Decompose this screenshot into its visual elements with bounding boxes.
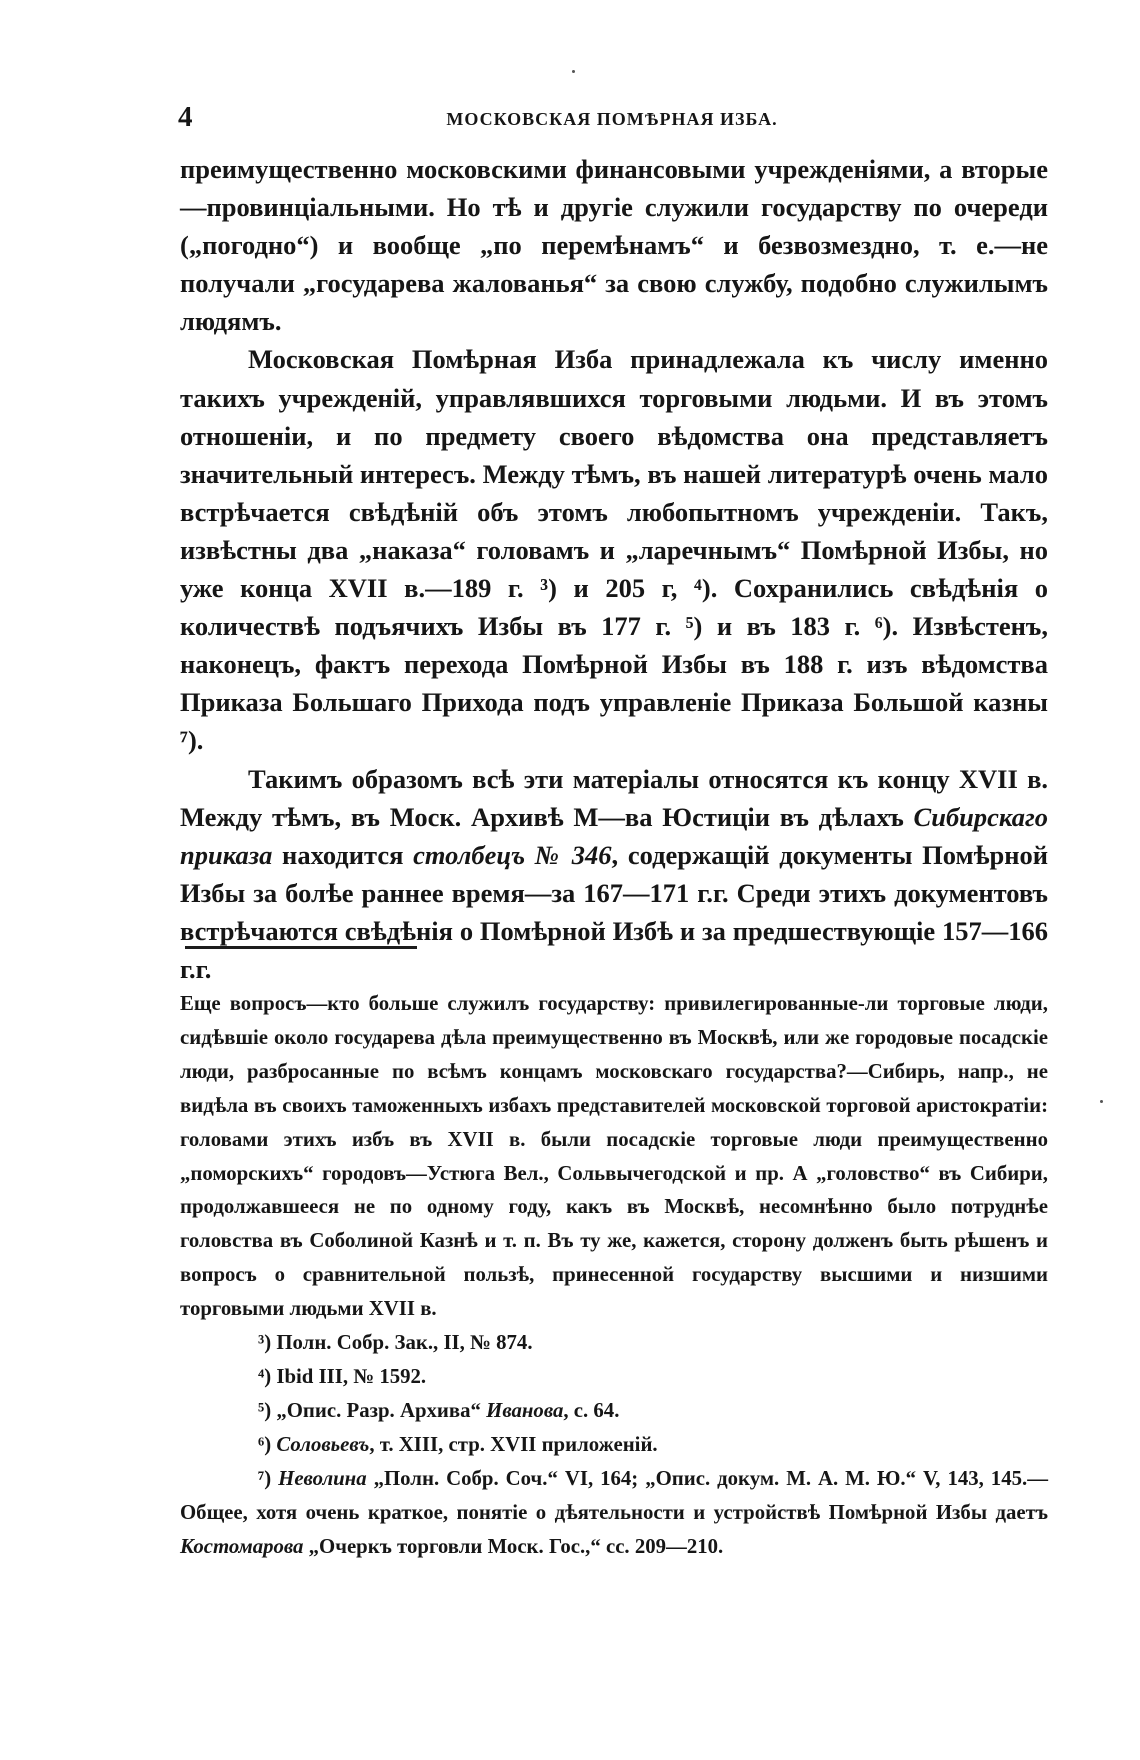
paragraph-3-italic-1: Сибирскаго приказа <box>180 801 1048 870</box>
footnote-7-italic-1: Неволина <box>278 1466 367 1490</box>
main-text <box>180 150 1048 988</box>
footnote-7-text-b: „Очеркъ торговли Моск. Гос.,“ сс. 209—210. <box>303 1534 724 1558</box>
footnote-6-text: , т. XIII, стр. XVII приложеній. <box>369 1432 658 1456</box>
footnote-5-italic: Иванова <box>486 1398 564 1422</box>
footnote-4: ⁴) Ibid III, № 1592. <box>258 1364 427 1388</box>
print-speck <box>572 70 575 73</box>
print-speck <box>1100 1100 1103 1103</box>
footnote-7-italic-2: Костомарова <box>180 1534 304 1558</box>
footnote-5-text-b: , с. 64. <box>563 1398 620 1422</box>
footnote-7-mark: ⁷) <box>258 1466 279 1490</box>
footnote-6-italic: Соловьевъ <box>276 1432 370 1456</box>
paragraph-1: преимущественно московскими финансовыми учрежденіями, а вторые—провинціальными. Но тѣ и другіе служили государству по очереди („погодно“) и вообще „по перемѣнамъ“ и безвозмездно, т. е.—не получали „государева жалованья“ за свою службу, подобно служилымъ людямъ. <box>180 154 1048 337</box>
paragraph-3-text-c: , содержащій документы Помѣрной Избы за болѣе раннее время—за 167—171 г.г. Среди этихъ документовъ встрѣчаются свѣдѣнія о Помѣрной Избѣ и за предшествующіе 157—166 г.г. <box>180 839 1049 984</box>
footnote-3: ³) Полн. Собр. Зак., II, № 874. <box>258 1331 533 1355</box>
footnote-5 <box>180 1394 1048 1428</box>
paragraph-3-italic-2: столбецъ № 346 <box>413 839 612 870</box>
paragraph-3 <box>180 760 1048 989</box>
running-head: МОСКОВСКАЯ ПОМѢРНАЯ ИЗБА. <box>446 109 778 129</box>
page-number: 4 <box>178 101 193 133</box>
paragraph-2: Московская Помѣрная Изба принадлежала къ числу именно такихъ учрежденій, управлявшихся торговыми людьми. И въ этомъ отношеніи, и по предмету своего вѣдомства она представляетъ значительный интересъ. Между тѣмъ, въ нашей литературѣ очень мало встрѣчается свѣдѣній объ этомъ любопытномъ учрежденіи. Такъ, извѣстны два „наказа“ головамъ и „ларечнымъ“ Помѣрной Избы, но уже конца XVII в.—189 г. ³) и 205 г, ⁴). Сохранились свѣдѣнія о количествѣ подъячихъ Избы въ 177 г. ⁵) и въ 183 г. ⁶). Извѣстенъ, наконецъ, фактъ перехода Помѣрной Избы въ 188 г. изъ вѣдомства Приказа Большаго Прихода подъ управленіе Приказа Большой казны ⁷). <box>180 344 1048 756</box>
paragraph-3-text-a: Такимъ образомъ всѣ эти матеріалы относятся къ концу XVII в. Между тѣмъ, въ Моск. Архивѣ М—ва Юстиціи въ дѣлахъ <box>180 763 1048 832</box>
footnote-7-text-a: „Полн. Собр. Соч.“ VI, 164; „Опис. докум. М. А. М. Ю.“ V, 143, 145.—Общее, хотя очень краткое, понятіе о дѣятельности и устройствѣ Помѣрной Избы даетъ <box>180 1466 1048 1524</box>
footnote-6-mark: ⁶) <box>258 1432 277 1456</box>
footnotes <box>180 987 1048 1563</box>
page-header <box>178 102 1046 138</box>
footnote-continuation: Еще вопросъ—кто больше служилъ государству: привилегированные-ли торговые люди, сидѣвшіе около государева дѣла преимущественно въ Москвѣ, или же городовые посадскіе люди, разбросанные по всѣмъ концамъ московскаго государства?—Сибирь, напр., не видѣла въ своихъ таможенныхъ избахъ представителей московской торговой аристократіи: головами этихъ избъ въ XVII в. были посадскіе торговые люди преимущественно „поморскихъ“ городовъ—Устюга Вел., Сольвычегодской и пр. А „головство“ въ Сибири, продолжавшееся не по одному году, какъ въ Москвѣ, несомнѣнно было потруднѣе головства въ Соболиной Казнѣ и т. п. Въ ту же, кажется, сторону долженъ быть рѣшенъ и вопросъ о сравнительной пользѣ, принесенной государству высшими и низшими торговыми людьми XVII в. <box>180 992 1048 1321</box>
footnote-7 <box>180 1462 1048 1564</box>
footnote-5-text-a: ⁵) „Опис. Разр. Архива“ <box>258 1398 487 1422</box>
footnote-rule <box>185 946 417 949</box>
paragraph-3-text-b: находится <box>272 839 414 870</box>
footnote-6 <box>180 1428 1048 1462</box>
